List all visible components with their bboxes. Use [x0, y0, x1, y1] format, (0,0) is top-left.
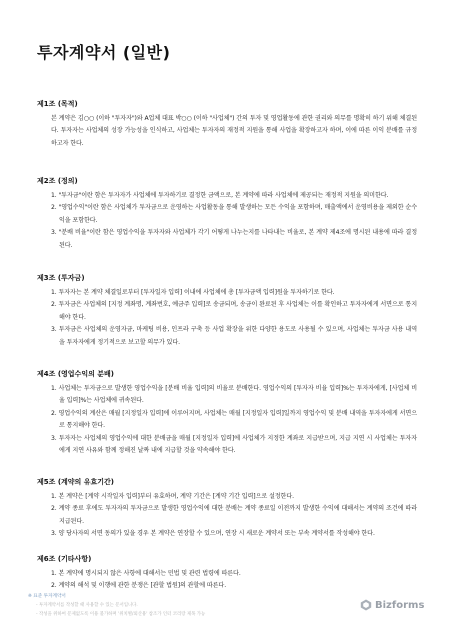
- bizforms-logo: [360, 599, 424, 611]
- list-item: 3. "분배 비율"이란 함은 영업수익을 투자자와 사업체가 각기 어떻게 나누는지를 나타내는 비율로, 본 계약 제4조에 명시된 내용에 따라 결정된다.: [51, 229, 417, 249]
- article-2: [37, 176, 417, 252]
- article-heading: 제6조 (기타사항): [37, 555, 92, 563]
- list-item: 1. 사업체는 투자금으로 발생한 영업수익을 [분배 비율 입력]의 비율로 분배한다. 영업수익의 [투자자 비율 입력]%는 투자자에게, [사업체 비율 입력]%는 사업체에 귀속된다.: [51, 385, 417, 405]
- article-heading: 제5조 (계약의 유효기간): [37, 478, 115, 486]
- list-item: 2. 투자금은 사업체의 [지정 계좌명, 계좌번호, 예금주 입력]로 송금되며, 송금이 완료된 후 사업체는 이를 확인하고 투자자에게 서면으로 통지해야 한다.: [51, 301, 417, 321]
- article-body: 본 계약은 김○○ (이하 "투자자")와 A업체 대표 박○○ (이하 "사업체") 간의 투자 및 영업활동에 관한 권리와 의무를 명확히 하기 위해 체결된다. 투자자는 사업체의 성장 가능성을 인식하고, 사업체는 투자자의 재정적 지원을 통해 사업을 확장하고자 하며, 이에 따른 이익 분배를 규정하고자 한다.: [51, 115, 417, 147]
- article-4: [37, 369, 417, 457]
- article-6: [37, 554, 417, 593]
- article-5: [37, 477, 417, 541]
- list-item: 2. 계약의 해석 및 이행에 관한 분쟁은 [관할 법원]의 관할에 따른다.: [51, 582, 227, 590]
- list-item: 3. 투자자는 사업체의 영업수익에 대한 분배금을 매월 [지정일자 입력]에 사업체가 지정한 계좌로 지급받으며, 지급 지연 시 사업체는 투자자에게 지연 사유와 함께 정해진 날짜 내에 지급할 것을 약속해야 한다.: [51, 434, 417, 455]
- list-item: 2. 영업수익의 계산은 매월 [지정일자 입력]에 이루어지며, 사업체는 매월 [지정일자 입력]일까지 영업수익 및 분배 내역을 투자자에게 서면으로 통지해야 한다.: [51, 409, 417, 430]
- list-item: 1. 투자자는 본 계약 체결일로부터 [투자일자 입력] 이내에 사업체에 총 [투자금액 입력]원을 투자하기로 한다.: [51, 289, 335, 296]
- list-item: 2. 계약 종료 후에도 투자자의 투자금으로 발생한 영업수익에 대한 분배는 계약 종료일 이전까지 발생한 수익에 대해서는 계약의 조건에 따라 지급된다.: [51, 505, 417, 525]
- footer-note-title: ※ 표준 투자계약서: [28, 594, 66, 599]
- list-item: 3. 투자금은 사업체의 운영자금, 마케팅 비용, 인프라 구축 등 사업 확장을 위한 다양한 용도로 사용될 수 있으며, 사업체는 투자금 사용 내역을 투자자에게 정기적으로 보고할 의무가 있다.: [51, 326, 417, 346]
- list-item: 3. 양 당사자의 서면 동의가 있을 경우 본 계약은 연장할 수 있으며, 연장 시 새로운 계약서 또는 부속 계약서를 작성해야 한다.: [51, 530, 375, 538]
- list-item: 1. 본 계약은 [계약 시작일자 입력]부터 유효하며, 계약 기간은 [계약 기간 입력]으로 설정한다.: [51, 493, 294, 500]
- footer-note: [28, 592, 328, 619]
- article-heading: 제4조 (영업수익의 분배): [37, 370, 115, 378]
- article-3: [37, 273, 417, 349]
- bizforms-mark-icon: [360, 599, 372, 611]
- footer-note-line: - 투자계약서를 작성할 때 사용할 수 있는 문서입니다.: [36, 603, 138, 608]
- footer-note-line: - 작성을 위하여 문제없도록 이용 불가하며 '위치별/외산용' 참조가 인터 코리랑 제목 가능: [36, 612, 206, 617]
- article-1: [37, 99, 417, 150]
- article-heading: 제2조 (정의): [37, 177, 78, 185]
- brand-name: Bizforms: [375, 599, 425, 611]
- list-item: 2. "영업수익"이란 함은 사업체가 투자금으로 운영하는 사업활동을 통해 발생하는 모든 수익을 포함하며, 매출액에서 운영비용을 제외한 순수익을 포함한다.: [51, 204, 417, 224]
- list-item: 1. 본 계약에 명시되지 않은 사항에 대해서는 민법 및 관련 법령에 따른다.: [51, 570, 241, 577]
- list-item: 1. "투자금"이란 함은 투자자가 사업체에 투자하기로 결정한 금액으로, 본 계약에 따라 사업체에 제공되는 재정적 지원을 의미한다.: [51, 192, 389, 199]
- document-title: 투자계약서 (일반): [37, 43, 171, 62]
- article-heading: 제3조 (투자금): [37, 274, 85, 282]
- article-heading: 제1조 (목적): [37, 100, 78, 108]
